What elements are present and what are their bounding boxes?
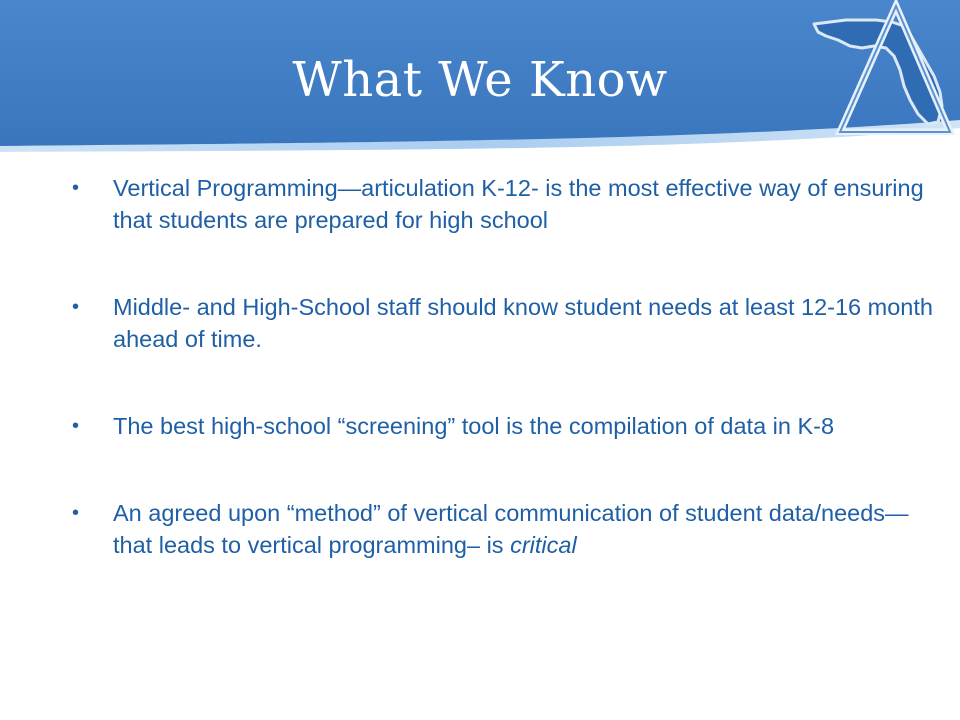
bullet-dot: • xyxy=(72,502,80,524)
bullet-list xyxy=(72,172,940,561)
bullet-text: Middle- and High-School staff should know student needs at least 12-16 month ahead of time. xyxy=(113,294,933,352)
bullet-text: Vertical Programming—articulation K-12- is the most effective way of ensuring that students are prepared for high school xyxy=(113,175,924,233)
bullet-item xyxy=(72,291,940,355)
bullet-text-main: An agreed upon “method” of vertical communication of student data/needs—that leads to vertical programming– is xyxy=(113,500,909,558)
bullet-emphasis: critical xyxy=(510,532,577,558)
bullet-dot: • xyxy=(72,415,80,437)
bullet-item xyxy=(72,410,940,442)
bullet-item xyxy=(72,172,940,236)
florida-triangle-logo-icon xyxy=(800,0,960,135)
slide-title: What We Know xyxy=(292,52,668,108)
bullet-dot: • xyxy=(72,177,80,199)
bullet-text xyxy=(113,497,940,561)
bullet-item xyxy=(72,497,940,561)
bullet-text: The best high-school “screening” tool is the compilation of data in K-8 xyxy=(113,413,835,439)
bullet-dot: • xyxy=(72,296,80,318)
